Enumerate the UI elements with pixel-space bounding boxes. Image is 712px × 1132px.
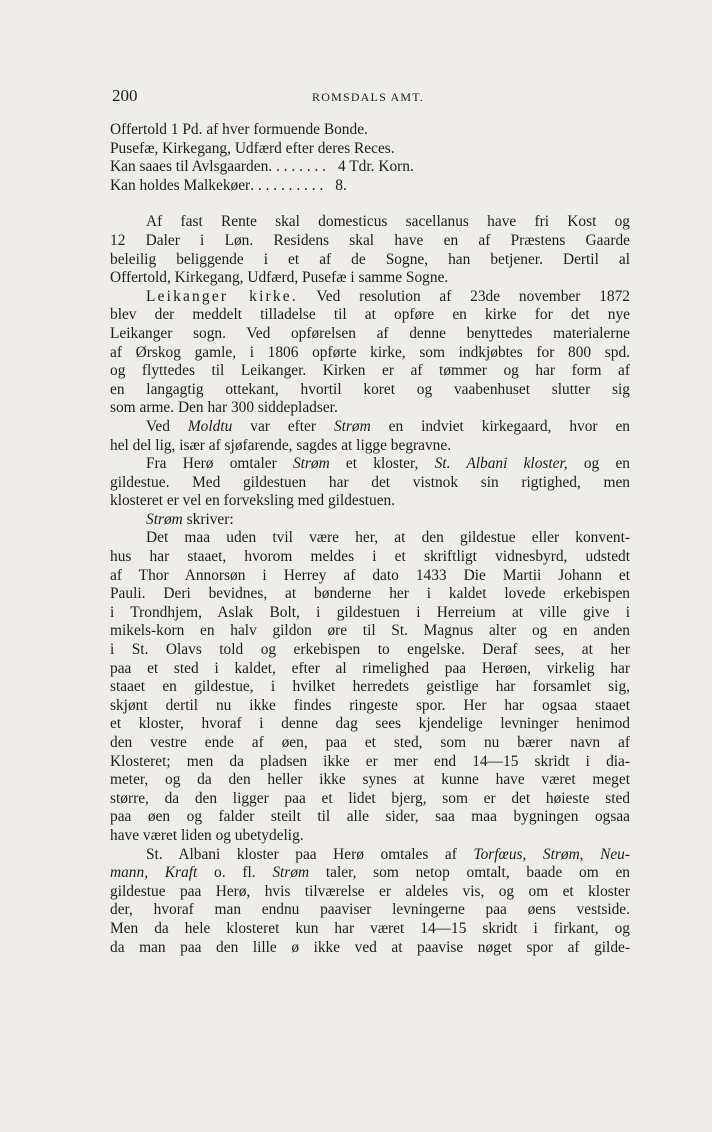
italic-name: Torfœus, Strøm, Neu- — [473, 845, 631, 863]
paragraph-line — [110, 288, 630, 307]
quote-line: skjønt dertil nu ikke findes ringeste spor. Her har ogsaa staaet — [110, 696, 630, 714]
paragraph-line: Men da hele klosteret kun har været 14—15 skridt i firkant, og — [110, 919, 630, 937]
quote-line: paa et sted i kaldet, efter al rimelighed paa Herøen, virkelig har — [110, 659, 630, 677]
paragraph-line: der, hvoraf man endnu paaviser levningerne paa øens vestside. — [110, 901, 630, 919]
page-body — [110, 121, 630, 957]
dot-leaders: . . . . . . . . . . — [250, 176, 324, 194]
paragraph-line — [110, 418, 630, 437]
dot-leaders: . . . . . . . . — [268, 158, 326, 176]
list-line-leaders — [110, 177, 630, 196]
text-run: og en — [567, 455, 630, 473]
paragraph-line: klosteret er vel en forveksling med gildestuen. — [110, 492, 396, 510]
italic-name: Strøm — [333, 417, 371, 435]
quote-line: mikels-korn en halv gildon øre til St. Magnus alter og en anden — [110, 622, 630, 640]
page-header — [112, 86, 632, 108]
italic-name: Moldtu — [187, 417, 233, 435]
text-run: o. fl. — [197, 864, 273, 882]
paragraph-line — [110, 846, 630, 865]
page-number: 200 — [112, 86, 138, 105]
paragraph-line: en langagtig ottekant, hvortil koret og vaabenhuset slutter sig — [110, 380, 630, 398]
text-run: et kloster, — [329, 455, 435, 473]
quote-line: af Thor Annorsøn i Herrey af dato 1433 Die Martii Johann et — [110, 566, 630, 584]
quote-line: Pauli. Deri bevidnes, at bønderne her i kaldet lovede erkebispen — [110, 585, 630, 603]
list-line: Pusefæ, Kirkegang, Udfærd efter deres Reces. — [110, 139, 395, 157]
quote-line: have været liden og ubetydelig. — [110, 826, 304, 844]
italic-name: Strøm — [272, 864, 310, 882]
quote-line: Det maa uden tvil være her, at den gildestue eller konvent- — [146, 529, 630, 547]
paragraph-line: Af fast Rente skal domesticus sacellanus have fri Kost og — [146, 213, 630, 231]
quote-line: et kloster, hvoraf i denne dag sees kjendelige levninger henimod — [110, 715, 630, 733]
italic-name: Strøm — [292, 455, 330, 473]
quote-line: Klosteret; men da pladsen ikke er mer end 14—15 skridt i dia- — [110, 752, 630, 770]
paragraph-line: af Ørskog gamle, i 1806 opførte kirke, som indkjøbtes for 800 spd. — [110, 343, 630, 361]
spacer — [110, 195, 630, 213]
paragraph-line — [110, 864, 630, 883]
quote-line: den vestre ende af øen, paa et sted, som nu bærer navn af — [110, 734, 630, 751]
paragraph-line: beleilig beliggende i et af de Sogne, han betjener. Dertil al — [110, 250, 630, 268]
paragraph-line: Leikanger sogn. Ved opførelsen af denne benyttedes materialerne — [110, 324, 630, 342]
list-value: 8. — [335, 176, 347, 194]
text-run: taler, som netop omtalt, baade om en — [309, 864, 630, 882]
paragraph-line: Offertold, Kirkegang, Udfærd, Pusefæ i samme Sogne. — [110, 269, 449, 287]
quote-line: staaet en gildestue, i hvilket herredets geistlige har forsamlet sig, — [110, 678, 630, 696]
text-run: St. Albani kloster paa Herø omtales af — [146, 845, 474, 863]
quote-line: meter, og da den heller ikke synes at kunne have været meget — [110, 771, 630, 789]
paragraph-line: hel del lig, især af sjøfarende, sagdes at ligge begravne. — [110, 436, 452, 454]
list-line-leaders — [110, 158, 630, 177]
quote-line: i St. Olavs told og erkebispen to engelske. Deraf sees, at her — [110, 641, 630, 659]
quote-line: hus har staaet, hvorom meldes i et skriftligt vidnesbyrd, udstedt — [110, 548, 630, 566]
running-head: ROMSDALS AMT. — [312, 90, 425, 104]
paragraph-line — [110, 455, 630, 474]
text-run: Fra Herø omtaler — [146, 455, 293, 473]
italic-name: St. Albani kloster, — [434, 455, 568, 473]
spaced-heading: Leikanger kirke. — [146, 287, 298, 305]
paragraph-line: som arme. Den har 300 siddepladser. — [110, 399, 338, 417]
paragraph-line: da man paa den lille ø ikke ved at paavise nøget spor af gilde- — [110, 938, 630, 956]
text-run: skriver: — [182, 510, 234, 528]
paragraph-line: blev der meddelt tilladelse til at opføre en kirke for det nye — [110, 306, 630, 324]
list-value: 4 Tdr. Korn. — [338, 158, 414, 176]
paragraph-line: og flyttedes til Leikanger. Kirken er af tømmer og har form af — [110, 362, 630, 380]
italic-name: Strøm — [146, 510, 183, 528]
quote-line: større, da den ligger paa et lidet bjerg, som er det høieste sted — [110, 789, 630, 807]
paragraph-line: gildestue. Med gildestuen har det vistnok sin rigtighed, men — [110, 473, 630, 491]
text-run: en indviet kirkegaard, hvor en — [370, 417, 630, 435]
text-run: Ved — [146, 417, 188, 435]
paragraph-line: 12 Daler i Løn. Residens skal have en af Præstens Gaarde — [110, 231, 630, 249]
italic-name: mann, Kraft — [110, 864, 198, 882]
paragraph-line: gildestue paa Herø, hvis tilværelse er aldeles vis, og om et kloster — [110, 882, 630, 900]
list-line: Offertold 1 Pd. af hver formuende Bonde. — [110, 121, 368, 138]
text-run: var efter — [232, 417, 334, 435]
list-label: Kan saaes til Avlsgaarden — [110, 158, 269, 176]
quote-line: i Trondhjem, Aslak Bolt, i gildestuen i Herreium at ville give i — [110, 603, 630, 621]
paragraph-line — [110, 511, 630, 530]
quote-line: paa øen og falder steilt til alle sider, saa maa bygningen ogsaa — [110, 808, 630, 826]
list-label: Kan holdes Malkekøer — [110, 176, 251, 194]
text-run: Ved resolution af 23de november 1872 — [297, 287, 630, 305]
